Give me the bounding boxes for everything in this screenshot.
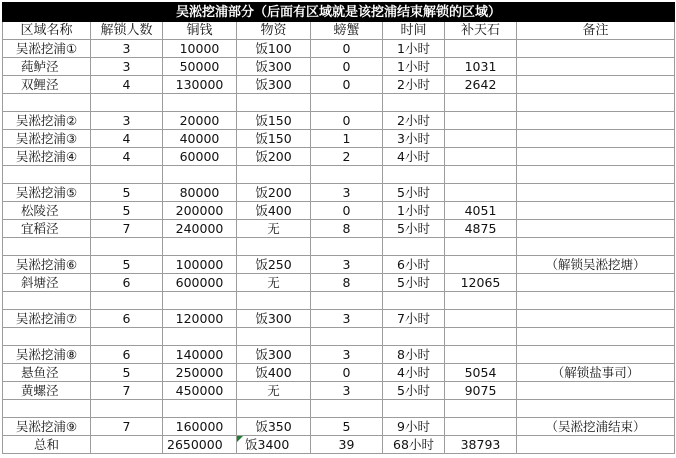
time-cell[interactable]: 5小时 <box>383 382 445 400</box>
stone-cell[interactable] <box>445 238 517 256</box>
crab-cell[interactable] <box>311 238 383 256</box>
region-name-cell[interactable] <box>3 94 91 112</box>
supply-cell[interactable]: 饭400 <box>237 364 311 382</box>
title-row <box>3 3 675 22</box>
note-cell[interactable] <box>517 292 675 310</box>
crab-cell[interactable]: 1 <box>311 130 383 148</box>
stone-cell[interactable] <box>445 328 517 346</box>
stone-cell[interactable]: 4875 <box>445 220 517 238</box>
note-cell[interactable] <box>517 274 675 292</box>
supply-cell[interactable] <box>237 94 311 112</box>
time-cell[interactable]: 4小时 <box>383 364 445 382</box>
note-cell[interactable] <box>517 76 675 94</box>
sheet-title[interactable]: 吴淞挖浦部分（后面有区域就是该挖浦结束解锁的区域） <box>3 3 675 22</box>
supply-cell[interactable]: 无 <box>237 220 311 238</box>
total-row <box>3 436 675 454</box>
time-cell[interactable]: 6小时 <box>383 256 445 274</box>
crab-cell[interactable]: 3 <box>311 346 383 364</box>
note-cell[interactable] <box>517 382 675 400</box>
stone-cell[interactable] <box>445 130 517 148</box>
table-row <box>3 238 675 256</box>
time-cell[interactable]: 9小时 <box>383 418 445 436</box>
unlock-people-cell[interactable]: 3 <box>91 40 163 58</box>
supply-cell[interactable]: 无 <box>237 274 311 292</box>
crab-cell[interactable]: 0 <box>311 40 383 58</box>
table-row <box>3 76 675 94</box>
stone-cell[interactable]: 5054 <box>445 364 517 382</box>
note-cell[interactable] <box>517 220 675 238</box>
unlock-people-cell[interactable]: 4 <box>91 76 163 94</box>
copper-cell[interactable] <box>163 292 237 310</box>
copper-cell[interactable]: 140000 <box>163 346 237 364</box>
crab-cell[interactable]: 0 <box>311 112 383 130</box>
table-row <box>3 130 675 148</box>
spreadsheet-table <box>2 2 675 454</box>
table-row <box>3 40 675 58</box>
copper-cell[interactable]: 160000 <box>163 418 237 436</box>
time-cell[interactable]: 5小时 <box>383 220 445 238</box>
header-cell[interactable]: 补天石 <box>445 22 517 40</box>
time-cell[interactable]: 3小时 <box>383 130 445 148</box>
crab-cell[interactable] <box>311 94 383 112</box>
region-name-cell[interactable]: 悬鱼泾 <box>3 364 91 382</box>
supply-cell[interactable] <box>237 328 311 346</box>
crab-cell[interactable] <box>311 328 383 346</box>
crab-cell[interactable]: 8 <box>311 274 383 292</box>
crab-cell[interactable]: 0 <box>311 202 383 220</box>
crab-cell[interactable]: 3 <box>311 256 383 274</box>
note-cell[interactable] <box>517 400 675 418</box>
header-cell[interactable]: 螃蟹 <box>311 22 383 40</box>
copper-cell[interactable] <box>163 400 237 418</box>
supply-cell[interactable]: 饭250 <box>237 256 311 274</box>
stone-cell[interactable] <box>445 346 517 364</box>
crab-cell[interactable] <box>311 292 383 310</box>
copper-cell[interactable]: 50000 <box>163 58 237 76</box>
unlock-people-cell[interactable] <box>91 166 163 184</box>
note-cell[interactable] <box>517 130 675 148</box>
note-cell[interactable]: （解锁吴淞挖塘） <box>517 256 675 274</box>
table-row <box>3 112 675 130</box>
region-name-cell[interactable]: 吴淞挖浦⑤ <box>3 184 91 202</box>
copper-cell[interactable] <box>163 94 237 112</box>
unlock-people-cell[interactable]: 5 <box>91 364 163 382</box>
crab-cell[interactable]: 39 <box>311 436 383 454</box>
region-name-cell[interactable]: 宜稻泾 <box>3 220 91 238</box>
note-cell[interactable] <box>517 94 675 112</box>
table-row <box>3 274 675 292</box>
unlock-people-cell[interactable] <box>91 238 163 256</box>
supply-cell[interactable]: 饭300 <box>237 76 311 94</box>
header-cell[interactable]: 备注 <box>517 22 675 40</box>
comment-marker-icon <box>237 436 243 442</box>
stone-cell[interactable] <box>445 256 517 274</box>
table-row <box>3 382 675 400</box>
copper-cell[interactable]: 100000 <box>163 256 237 274</box>
unlock-people-cell[interactable]: 5 <box>91 202 163 220</box>
supply-cell[interactable] <box>237 436 311 454</box>
supply-cell[interactable]: 饭150 <box>237 112 311 130</box>
crab-cell[interactable] <box>311 400 383 418</box>
time-cell[interactable]: 4小时 <box>383 148 445 166</box>
stone-cell[interactable] <box>445 184 517 202</box>
note-cell[interactable] <box>517 58 675 76</box>
copper-cell[interactable]: 80000 <box>163 184 237 202</box>
region-name-cell[interactable] <box>3 328 91 346</box>
supply-cell[interactable] <box>237 238 311 256</box>
table-row <box>3 166 675 184</box>
time-cell[interactable] <box>383 238 445 256</box>
time-cell[interactable]: 7小时 <box>383 310 445 328</box>
supply-cell[interactable]: 饭300 <box>237 310 311 328</box>
unlock-people-cell[interactable]: 3 <box>91 58 163 76</box>
unlock-people-cell[interactable] <box>91 400 163 418</box>
copper-cell[interactable]: 20000 <box>163 112 237 130</box>
unlock-people-cell[interactable]: 6 <box>91 310 163 328</box>
stone-cell[interactable] <box>445 400 517 418</box>
stone-cell[interactable]: 12065 <box>445 274 517 292</box>
note-cell[interactable] <box>517 202 675 220</box>
region-name-cell[interactable]: 吴淞挖浦③ <box>3 130 91 148</box>
supply-cell[interactable]: 饭300 <box>237 346 311 364</box>
time-cell[interactable] <box>383 292 445 310</box>
unlock-people-cell[interactable] <box>91 292 163 310</box>
unlock-people-cell[interactable]: 3 <box>91 112 163 130</box>
supply-cell[interactable] <box>237 292 311 310</box>
supply-cell[interactable] <box>237 400 311 418</box>
stone-cell[interactable] <box>445 94 517 112</box>
region-name-cell[interactable]: 吴淞挖浦⑨ <box>3 418 91 436</box>
table-row <box>3 310 675 328</box>
copper-cell[interactable] <box>163 328 237 346</box>
supply-cell[interactable]: 饭100 <box>237 40 311 58</box>
time-cell[interactable] <box>383 166 445 184</box>
stone-cell[interactable]: 9075 <box>445 382 517 400</box>
region-name-cell[interactable]: 总和 <box>3 436 91 454</box>
table-row <box>3 400 675 418</box>
header-row <box>3 22 675 40</box>
supply-cell[interactable]: 饭400 <box>237 202 311 220</box>
header-cell[interactable]: 铜钱 <box>163 22 237 40</box>
time-cell[interactable]: 8小时 <box>383 346 445 364</box>
total-supply-text: 饭3400 <box>245 437 290 452</box>
note-cell[interactable]: （解锁盐事司） <box>517 364 675 382</box>
copper-cell[interactable]: 2650000 <box>163 436 237 454</box>
copper-cell[interactable]: 60000 <box>163 148 237 166</box>
note-cell[interactable] <box>517 148 675 166</box>
header-cell[interactable]: 物资 <box>237 22 311 40</box>
crab-cell[interactable]: 0 <box>311 364 383 382</box>
table-row <box>3 256 675 274</box>
table-row <box>3 184 675 202</box>
copper-cell[interactable]: 40000 <box>163 130 237 148</box>
table-row <box>3 418 675 436</box>
stone-cell[interactable] <box>445 40 517 58</box>
region-name-cell[interactable]: 吴淞挖浦④ <box>3 148 91 166</box>
crab-cell[interactable]: 2 <box>311 148 383 166</box>
time-cell[interactable]: 5小时 <box>383 274 445 292</box>
unlock-people-cell[interactable]: 5 <box>91 256 163 274</box>
note-cell[interactable] <box>517 310 675 328</box>
table-row <box>3 364 675 382</box>
header-cell[interactable]: 时间 <box>383 22 445 40</box>
supply-cell[interactable]: 饭150 <box>237 130 311 148</box>
time-cell[interactable] <box>383 400 445 418</box>
table-row <box>3 220 675 238</box>
stone-cell[interactable]: 2642 <box>445 76 517 94</box>
stone-cell[interactable] <box>445 112 517 130</box>
region-name-cell[interactable]: 吴淞挖浦② <box>3 112 91 130</box>
supply-cell[interactable] <box>237 166 311 184</box>
region-name-cell[interactable]: 吴淞挖浦① <box>3 40 91 58</box>
stone-cell[interactable] <box>445 418 517 436</box>
time-cell[interactable]: 2小时 <box>383 76 445 94</box>
table-row <box>3 346 675 364</box>
supply-cell[interactable]: 饭200 <box>237 148 311 166</box>
copper-cell[interactable]: 130000 <box>163 76 237 94</box>
copper-cell[interactable] <box>163 238 237 256</box>
stone-cell[interactable] <box>445 148 517 166</box>
region-name-cell[interactable] <box>3 166 91 184</box>
note-cell[interactable] <box>517 40 675 58</box>
note-cell[interactable] <box>517 346 675 364</box>
region-name-cell[interactable] <box>3 400 91 418</box>
stone-cell[interactable]: 38793 <box>445 436 517 454</box>
crab-cell[interactable]: 3 <box>311 310 383 328</box>
stone-cell[interactable]: 4051 <box>445 202 517 220</box>
table-row <box>3 328 675 346</box>
crab-cell[interactable]: 8 <box>311 220 383 238</box>
stone-cell[interactable] <box>445 292 517 310</box>
crab-cell[interactable]: 0 <box>311 58 383 76</box>
unlock-people-cell[interactable]: 5 <box>91 184 163 202</box>
unlock-people-cell[interactable]: 6 <box>91 346 163 364</box>
table-row <box>3 202 675 220</box>
unlock-people-cell[interactable]: 4 <box>91 130 163 148</box>
note-cell[interactable] <box>517 184 675 202</box>
region-name-cell[interactable]: 莼鲈泾 <box>3 58 91 76</box>
region-name-cell[interactable] <box>3 238 91 256</box>
time-cell[interactable]: 2小时 <box>383 112 445 130</box>
stone-cell[interactable] <box>445 310 517 328</box>
supply-cell[interactable]: 饭300 <box>237 58 311 76</box>
region-name-cell[interactable]: 松陵泾 <box>3 202 91 220</box>
unlock-people-cell[interactable]: 4 <box>91 148 163 166</box>
crab-cell[interactable]: 3 <box>311 382 383 400</box>
region-name-cell[interactable] <box>3 292 91 310</box>
note-cell[interactable] <box>517 166 675 184</box>
copper-cell[interactable]: 250000 <box>163 364 237 382</box>
copper-cell[interactable]: 240000 <box>163 220 237 238</box>
table-row <box>3 94 675 112</box>
region-name-cell[interactable]: 吴淞挖浦⑧ <box>3 346 91 364</box>
crab-cell[interactable]: 3 <box>311 184 383 202</box>
supply-cell[interactable]: 饭350 <box>237 418 311 436</box>
crab-cell[interactable]: 0 <box>311 76 383 94</box>
copper-cell[interactable]: 200000 <box>163 202 237 220</box>
stone-cell[interactable] <box>445 166 517 184</box>
crab-cell[interactable] <box>311 166 383 184</box>
time-cell[interactable]: 68小时 <box>383 436 445 454</box>
table-row <box>3 148 675 166</box>
note-cell[interactable] <box>517 328 675 346</box>
region-name-cell[interactable]: 黄螺泾 <box>3 382 91 400</box>
note-cell[interactable] <box>517 112 675 130</box>
region-name-cell[interactable]: 双鲤泾 <box>3 76 91 94</box>
copper-cell[interactable]: 450000 <box>163 382 237 400</box>
region-name-cell[interactable]: 吴淞挖浦⑦ <box>3 310 91 328</box>
unlock-people-cell[interactable]: 7 <box>91 418 163 436</box>
supply-cell[interactable]: 饭200 <box>237 184 311 202</box>
time-cell[interactable] <box>383 328 445 346</box>
crab-cell[interactable]: 5 <box>311 418 383 436</box>
header-cell[interactable]: 解锁人数 <box>91 22 163 40</box>
time-cell[interactable]: 1小时 <box>383 58 445 76</box>
stone-cell[interactable]: 1031 <box>445 58 517 76</box>
copper-cell[interactable]: 120000 <box>163 310 237 328</box>
unlock-people-cell[interactable]: 7 <box>91 382 163 400</box>
copper-cell[interactable]: 10000 <box>163 40 237 58</box>
unlock-people-cell[interactable] <box>91 94 163 112</box>
note-cell[interactable] <box>517 436 675 454</box>
time-cell[interactable] <box>383 94 445 112</box>
time-cell[interactable]: 5小时 <box>383 184 445 202</box>
note-cell[interactable] <box>517 238 675 256</box>
copper-cell[interactable] <box>163 166 237 184</box>
time-cell[interactable]: 1小时 <box>383 40 445 58</box>
region-name-cell[interactable]: 斜塘泾 <box>3 274 91 292</box>
unlock-people-cell[interactable]: 7 <box>91 220 163 238</box>
header-cell[interactable]: 区域名称 <box>3 22 91 40</box>
table-row <box>3 58 675 76</box>
note-cell[interactable]: （吴淞挖浦结束） <box>517 418 675 436</box>
table-row <box>3 292 675 310</box>
region-name-cell[interactable]: 吴淞挖浦⑥ <box>3 256 91 274</box>
time-cell[interactable]: 1小时 <box>383 202 445 220</box>
unlock-people-cell[interactable] <box>91 436 163 454</box>
supply-cell[interactable]: 无 <box>237 382 311 400</box>
copper-cell[interactable]: 600000 <box>163 274 237 292</box>
unlock-people-cell[interactable]: 6 <box>91 274 163 292</box>
unlock-people-cell[interactable] <box>91 328 163 346</box>
